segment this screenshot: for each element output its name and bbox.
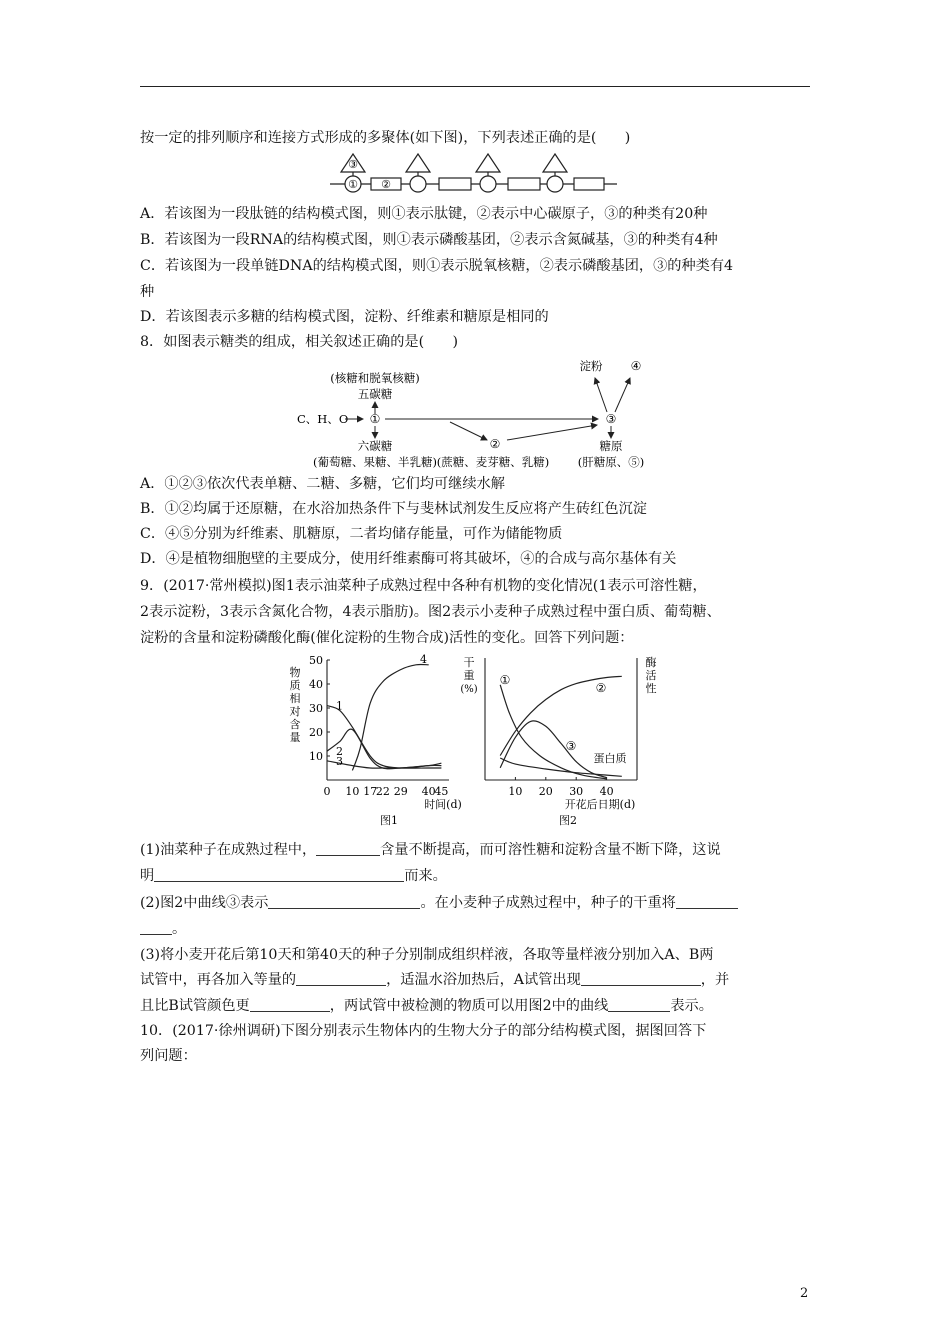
f2-label-protein: 蛋白质 [593,752,627,765]
f1-xtick-label: 29 [393,785,408,798]
f2-label-c1: ① [499,673,511,687]
q9-sub3-c: ，适温水浴加热后，A试管出现 [386,972,581,988]
f1-title: 图1 [380,814,398,827]
f1-xtick-label: 45 [434,785,449,798]
q9-sub1-d: 而来。 [404,868,447,884]
q10-stem-2: 列问题： [140,1048,197,1064]
q7-polymer-diagram [325,150,625,198]
node-3: ③ [605,412,617,426]
f1-series-label: 4 [419,652,427,666]
f2-ylabel-right-char: 性 [645,682,657,695]
answer-blank[interactable] [250,997,330,1012]
q9-sub1-a: (1)油菜种子在成熟过程中， [140,842,317,858]
f1-ylabel-char: 相 [289,692,301,705]
f1-ytick-label: 50 [309,654,323,667]
f2-ylabel-right [646,655,657,695]
q9-sub1-line2 [140,866,820,886]
q9-sub2-c: 。 [172,921,187,937]
answer-blank[interactable] [581,971,701,986]
q8-option-b: B．①②均属于还原糖，在水浴加热条件下与斐林试剂发生反应将产生砖红色沉淀 [140,501,647,517]
q9-sub3-line1: (3)将小麦开花后第10天和第40天的种子分别制成组织样液，各取等量样液分别加入A、B两 [140,947,714,963]
f1-series-1 [327,706,441,769]
q9-stem-3: 淀粉的含量和淀粉磷酸化酶(催化淀粉的生物合成)活性的变化。回答下列问题： [140,630,634,646]
hexose-label: 六碳糖 [357,439,393,453]
q7-stem: 按一定的排列顺序和连接方式形成的多聚体(如下图)，下列表述正确的是( ) [140,130,631,146]
f1-ylabel-char: 含 [289,718,301,731]
q8-sugar-diagram [295,352,675,472]
f1-series-4 [352,664,428,770]
f1-xlabel: 时间(d) [424,798,462,811]
f1-ytick-label: 10 [309,750,323,763]
q7-option-c-cont: 种 [140,284,155,300]
q7-option-c: C．若该图为一段单链DNA的结构模式图，则①表示脱氧核糖，②表示磷酸基团，③的种类有4 [140,258,734,274]
f2-label-c2: ② [595,681,607,695]
rect-2 [439,178,471,190]
disaccharide-examples: (蔗糖、麦芽糖、乳糖) [436,455,550,469]
q7-option-b: B．若该图为一段RNA的结构模式图，则①表示磷酸基团，②表示含氮碱基，③的种类有4种 [140,232,718,248]
f2-xtick-label: 20 [538,785,553,798]
q10-stem-1: 10．(2017·徐州调研)下图分别表示生物体内的生物大分子的部分结构模式图，据图回答下 [140,1023,707,1039]
q9-sub3-f: ，两试管中被检测的物质可以用图2中的曲线 [329,998,609,1014]
q9-sub1-c: 明 [140,868,155,884]
answer-blank[interactable] [268,894,420,909]
q8-option-d: D．④是植物细胞壁的主要成分，使用纤维素酶可将其破坏，④的合成与高尔基体有关 [140,551,677,567]
page-number: 2 [800,1286,809,1301]
rect-4 [574,178,604,190]
figure-1-chart [285,652,465,830]
q9-sub3-line2 [140,970,820,990]
rect-3 [508,178,540,190]
circle-4 [547,176,563,192]
circle-3 [480,176,496,192]
f1-xtick-label: 0 [323,785,331,798]
f2-ylabel-left [460,656,477,695]
figure-2-chart [455,652,665,830]
f2-ylabel-char: 重 [463,669,475,682]
f1-xtick-label: 17 [363,785,378,798]
ribose-label: (核糖和脱氧核糖) [330,371,420,385]
f1-series-label: 2 [336,745,343,759]
elements-label: C、H、O [297,412,349,426]
circle-2 [410,176,426,192]
answer-blank[interactable] [676,894,738,909]
f2-ylabel-char: (%) [460,684,478,695]
f1-series-label: 1 [336,699,343,713]
answer-blank[interactable] [608,997,670,1012]
f2-title: 图2 [559,814,577,827]
f1-ytick-label: 40 [309,678,323,691]
f1-ylabel-char: 量 [289,731,301,744]
f2-xtick-label: 40 [599,785,614,798]
q9-sub1-line1 [140,840,820,860]
tri-4 [543,154,567,172]
f2-ylabel-right-char: 活 [645,669,657,682]
f1-ytick-label: 20 [309,726,323,739]
f1-series-2 [327,729,441,769]
f1-ylabel [290,665,301,744]
q9-sub2-b: 。在小麦种子成熟过程中，种子的干重将 [420,895,676,911]
f1-series-label: 3 [336,754,343,768]
answer-blank[interactable] [296,971,386,986]
f1-ylabel-char: 对 [289,705,301,718]
q9-sub3-e: 且比B试管颜色更 [140,998,250,1014]
q9-sub2-line1 [140,893,820,913]
label-1: ① [348,178,358,191]
f2-xtick-label: 30 [569,785,584,798]
top-rule [140,86,810,87]
q8-stem: 8．如图表示糖类的组成，相关叙述正确的是( ) [140,334,459,350]
q9-sub2-a: (2)图2中曲线③表示 [140,895,269,911]
f2-ylabel-right-char: 酶 [645,656,657,669]
tri-2 [406,154,430,172]
node-4: ④ [630,359,642,373]
q8-option-a: A．①②③依次代表单糖、二糖、多糖，它们均可继续水解 [140,476,505,492]
q7-option-d: D．若该图表示多糖的结构模式图，淀粉、纤维素和糖原是相同的 [140,309,549,325]
f1-ylabel-char: 物 [289,666,301,679]
starch-label: 淀粉 [579,359,603,373]
f2-xlabel: 开花后日期(d) [564,798,636,811]
f1-ytick-label: 30 [309,702,323,715]
answer-blank[interactable] [154,867,404,882]
q9-stem-2: 2表示淀粉，3表示含氮化合物，4表示脂肪)。图2表示小麦种子成熟过程中蛋白质、葡萄糖、 [140,604,721,620]
q9-sub3-b: 试管中，再各加入等量的 [140,972,297,988]
f1-xtick-label: 40 [421,785,436,798]
pentose-label: 五碳糖 [357,387,393,401]
q9-sub3-d: ，并 [700,972,730,988]
q9-stem-1: 9．(2017·常州模拟)图1表示油菜种子成熟过程中各种有机物的变化情况(1表示可溶性糖， [140,578,707,594]
glycogen-label: 糖原 [599,439,623,453]
hexose-examples: (葡萄糖、果糖、半乳糖) [313,455,437,469]
q8-option-c: C．④⑤分别为纤维素、肌糖原，二者均储存能量，可作为储能物质 [140,526,563,542]
tri-3 [476,154,500,172]
f1-ylabel-char: 质 [289,679,301,692]
node-1: ① [369,412,381,426]
f2-label-c3: ③ [565,739,577,753]
q9-sub3-g: 表示。 [670,998,713,1014]
label-2: ② [381,178,391,191]
q9-sub2-line2 [140,919,820,939]
f1-series-3 [327,761,441,768]
label-3: ③ [348,158,358,171]
f2-xtick-label: 10 [508,785,523,798]
f1-xtick-label: 10 [345,785,360,798]
q9-sub1-b: 含量不断提高，而可溶性糖和淀粉含量不断下降，这说 [380,842,721,858]
q7-option-a: A．若该图为一段肽链的结构模式图，则①表示肽键，②表示中心碳原子，③的种类有20种 [140,206,708,222]
answer-blank[interactable] [316,841,380,856]
f1-xtick-label: 22 [375,785,390,798]
glycogen-examples: (肝糖原、⑤) [577,455,645,469]
q9-sub3-line3 [140,996,820,1016]
answer-blank[interactable] [140,920,172,935]
f2-ylabel-char: 干 [463,656,475,669]
node-2: ② [489,437,501,451]
